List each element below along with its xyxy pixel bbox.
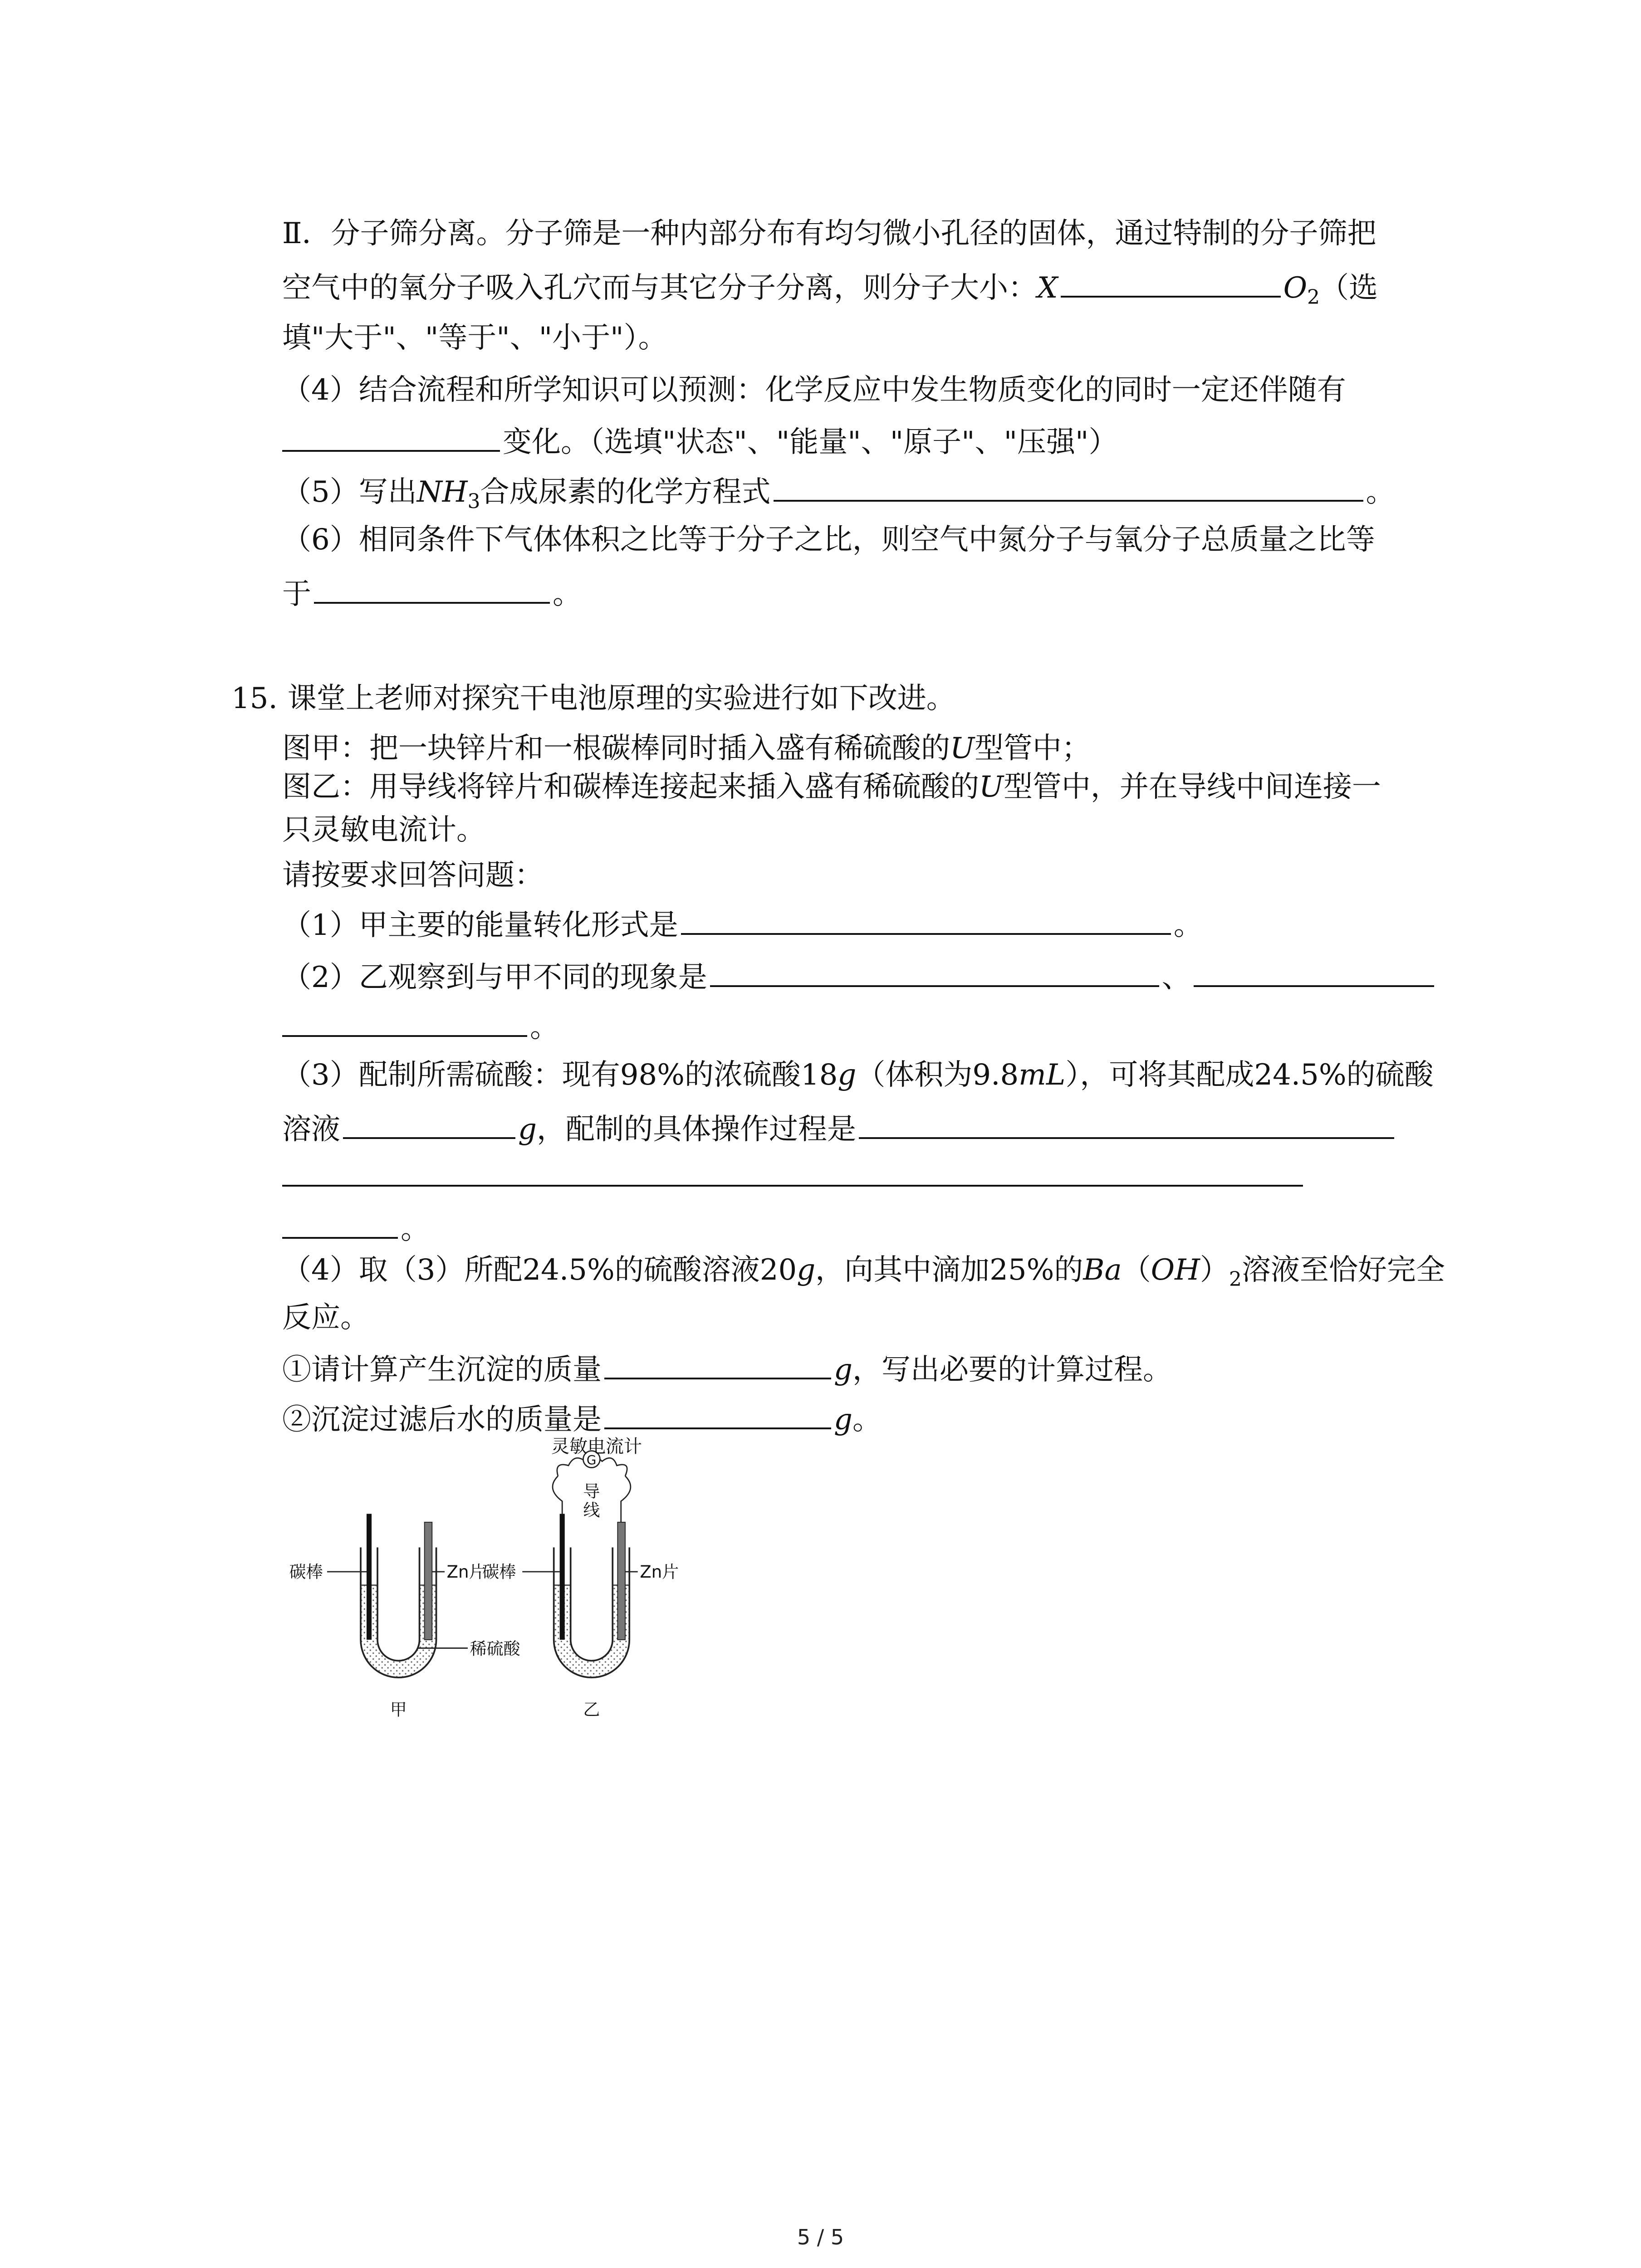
figure-yi (482, 1451, 679, 1720)
answer-blank-size[interactable] (1061, 268, 1281, 298)
q15-fig-yi-desc-1: 图乙：用导线将锌片和碳棒连接起来插入盛有稀硫酸的U型管中，并在导线中间连接一 (282, 770, 1381, 804)
page-number: 5 / 5 (797, 2225, 844, 2249)
q15-sub2: （2）乙观察到与甲不同的现象是 、 (282, 957, 1437, 996)
label-yi: 乙 (583, 1700, 600, 1720)
zn-plate-yi (617, 1522, 625, 1640)
answer-blank-q15-4a[interactable] (604, 1349, 831, 1379)
q4-line-1: （4）结合流程和所学知识可以预测：化学反应中发生物质变化的同时一定还伴随有 (282, 373, 1346, 407)
carbon-rod (367, 1514, 372, 1640)
q6-line-2: 于 。 (282, 574, 582, 612)
q15-fig-yi-desc-2: 只灵敏电流计。 (282, 813, 485, 847)
answer-blank-q15-1[interactable] (681, 905, 1171, 935)
answer-blank-q15-3a[interactable] (343, 1109, 515, 1139)
answer-line-q15-3c[interactable] (282, 1185, 1303, 1187)
answer-blank-q15-2c[interactable] (282, 1007, 527, 1037)
figure-jia (289, 1514, 486, 1719)
label-acid: 稀硫酸 (470, 1639, 520, 1659)
q15-sub4-line-2: 反应。 (282, 1301, 369, 1334)
answer-blank-q15-4b[interactable] (604, 1399, 831, 1429)
q15-sub1: （1）甲主要的能量转化形式是 。 (282, 905, 1203, 943)
q15-calc-2: ②沉淀过滤后水的质量是 g。 (282, 1399, 882, 1438)
answer-blank-q6[interactable] (314, 574, 550, 604)
label-zn-jia: Zn片 (446, 1562, 486, 1582)
wire-left (553, 1476, 562, 1514)
q15-sub3-line-1: （3）配制所需硫酸：现有98%的浓硫酸18g（体积为9.8mL），可将其配成24.5%的硫酸 (282, 1058, 1434, 1092)
u-tube-inner (377, 1547, 420, 1661)
zn-plate (425, 1522, 432, 1640)
q4-line-2: 变化。（选填"状态"、"能量"、"原子"、"压强"） (282, 422, 1118, 460)
answer-blank-q15-3b[interactable] (859, 1109, 1394, 1139)
wire-right (621, 1476, 631, 1522)
label-jia: 甲 (390, 1700, 407, 1720)
q5-line: （5）写出$NH_3$合成尿素的化学方程式 。 (282, 472, 1395, 520)
q15-sub4-line-1: （4）取（3）所配24.5%的硫酸溶液20g，向其中滴加25%的$Ba(OH)_2$溶液至恰好完全 (282, 1253, 1445, 1291)
answer-blank-q15-2b[interactable] (1194, 957, 1434, 987)
label-zn-yi: Zn片 (640, 1562, 679, 1582)
galvanometer-symbol: G (586, 1452, 597, 1468)
q6-line-1: （6）相同条件下气体体积之比等于分子之比，则空气中氮分子与氧分子总质量之比等 (282, 523, 1375, 557)
part2-line-2: 空气中的氧分子吸入孔穴而与其它分子分离，则分子大小：X $O_2$（选 (282, 268, 1378, 316)
label-carbon-yi: 碳棒 (482, 1562, 516, 1582)
q15-sub2-cont: 。 (282, 1007, 559, 1046)
q15-sub3-line-2: 溶液 g，配制的具体操作过程是 (282, 1109, 1397, 1148)
answer-blank-q15-2a[interactable] (710, 957, 1159, 987)
label-carbon-jia: 碳棒 (289, 1562, 323, 1582)
answer-blank-q5[interactable] (774, 472, 1363, 502)
q15-calc-1: ①请计算产生沉淀的质量 g，写出必要的计算过程。 (282, 1349, 1172, 1388)
answer-blank-q15-3d[interactable] (282, 1209, 398, 1239)
q15-fig-jia-desc: 图甲：把一块锌片和一根碳棒同时插入盛有稀硫酸的U型管中； (282, 732, 1091, 765)
q15-sub3-line-4: 。 (282, 1209, 430, 1247)
part2-line-1: Ⅱ．分子筛分离。分子筛是一种内部分布有均匀微小孔径的固体，通过特制的分子筛把 (282, 217, 1376, 250)
carbon-rod-yi (560, 1514, 565, 1640)
experiment-figure (272, 1442, 730, 1724)
q15-intro: 15. 课堂上老师对探究干电池原理的实验进行如下改进。 (231, 682, 955, 715)
part2-line-3: 填"大于"、"等于"、"小于"）。 (282, 321, 667, 355)
label-galvanometer: 灵敏电流计 (551, 1436, 642, 1457)
q15-instruction: 请按要求回答问题： (282, 859, 544, 892)
u-tube-inner-yi (571, 1547, 613, 1661)
label-wire-2: 线 (583, 1500, 600, 1520)
answer-blank-q4[interactable] (282, 422, 500, 452)
label-wire-1: 导 (583, 1481, 600, 1501)
